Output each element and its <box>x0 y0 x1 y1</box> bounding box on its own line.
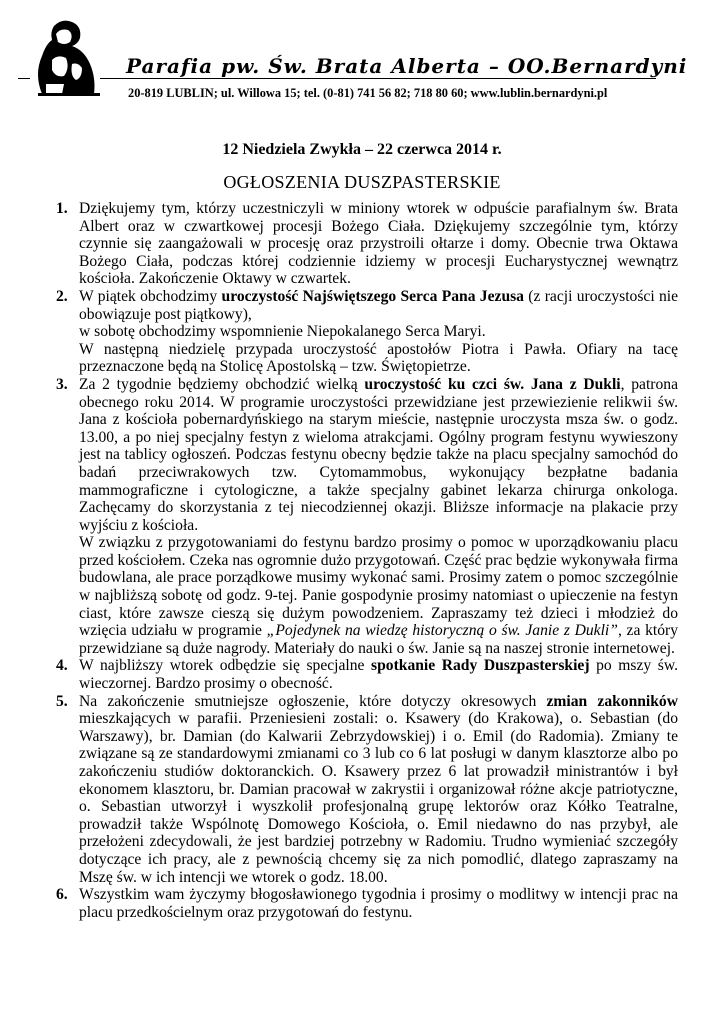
item-number: 6. <box>56 886 68 904</box>
header-rule-left <box>18 78 30 79</box>
highlight-text: uroczystość Najświętszego Serca Pana Jezusa <box>221 287 524 305</box>
announcement-item <box>48 288 678 376</box>
text-segment: Za 2 tygodnie będziemy obchodzić wielką <box>79 375 365 393</box>
item-paragraph: w sobotę obchodzimy wspomnienie Niepokalanego Serca Maryi. <box>79 323 486 341</box>
text-segment: (z racji uroczystości nie obowiązuje post piątkowy), <box>79 287 678 323</box>
document-title: OGŁOSZENIA DUSZPASTERSKIE <box>223 172 501 192</box>
text-segment: Na zakończenie smutniejsze ogłoszenie, które dotyczy okresowych <box>79 692 547 710</box>
parish-address: 20-819 LUBLIN; ul. Willowa 15; tel. (0-81) 741 56 82; 718 80 60; www.lublin.bernardyni.pl <box>128 86 608 100</box>
text-segment: W piątek obchodzimy <box>79 287 222 305</box>
text-segment: , za który przewidziane są duże nagrody. Materiały do nauki o św. Janie są na naszej stronie internetowej. <box>79 622 679 657</box>
item-number: 5. <box>56 692 68 710</box>
letterhead <box>0 14 724 104</box>
item-paragraph <box>79 693 678 887</box>
highlight-text: spotkanie Rady Duszpasterskiej <box>371 657 590 675</box>
highlight-text: zmian zakonników <box>546 692 678 710</box>
item-paragraph <box>79 376 678 534</box>
item-paragraph: W następną niedzielę przypada uroczystość apostołów Piotra i Pawła. Ofiary na tacę przeznaczone będą na Stolicę Apostolską – tzw. Świętopietrze. <box>79 340 678 376</box>
highlight-text: uroczystość ku czci św. Jana z Dukli <box>364 375 621 393</box>
item-text: Wszystkim wam życzymy błogosławionego tygodnia i prosimy o modlitwy w intencji prac na placu przedkościelnym oraz przygotowań do festynu. <box>79 886 678 921</box>
item-number: 3. <box>56 375 68 393</box>
item-paragraph <box>79 534 678 657</box>
header-rule <box>100 78 656 79</box>
text-segment: mieszkających w parafii. Przeniesieni zostali: o. Ksawery (do Krakowa), o. Sebastian (do Warszawy), br. Damian (do Kalwarii Zebrzydowskiej) i o. Emil (do Radomia). Zmiany te związane są ze standardowymi zmianami co 3 lub co 6 lat posługi w danym klasztorze albo po zakończeniu studiów doktoranckich. O. Ksawery przez 6 lat prowadził ministrantów i był ekonomem klasztoru, br. Damian pracował w zakrystii i organizował różne akcje patriotyczne, o. Sebastian utworzył i wyszkolił profesjonalną grupę lektorów oraz Kółko Teatralne, prowadził także Wspólnotę Domowego Kościoła, o. Emil niedawno do nas przybył, ale przełożeni zdecydowali, że jest bardziej potrzebny w Radomiu. Trudno wymieniać szczegóły dotyczące ich pracy, ale z pewnością chcemy się za nich pomodlić, dlatego zapraszamy na Mszę św. w ich intencji we wtorek o godz. 18.00. <box>79 710 678 886</box>
text-segment: po mszy św. wieczornej. Bardzo prosimy o obecność. <box>79 657 679 693</box>
item-paragraph <box>79 288 678 323</box>
announcement-item <box>48 200 678 288</box>
announcement-item <box>48 376 678 658</box>
item-paragraph <box>79 657 678 692</box>
saint-albert-logo <box>12 14 112 104</box>
text-segment: , patrona obecnego roku 2014. W programie uroczystości przewidziane jest przewiezienie relikwii św. Jana z kościoła pobernardyńskiego na starym mieście, następnie uroczysta msza św. o godz. 13.00, a po niej specjalny festyn z wieloma atrakcjami. Ogólny program festynu wywieszony jest na tablicy ogłoszeń. Podczas festynu obecny będzie także na placu specjalny samochód do badań przeciwrakowych tzw. Cytomammobus, wykonujący bezpłatne badania mammograficzne i cytologiczne, a także specjalny gabinet lekarza chirurga onkologa. Zachęcamy do skorzystania z tej niecodziennej okazji. Bliższe informacje na plakacie przy wyjściu z kościoła. <box>79 375 679 534</box>
text-segment: W związku z przygotowaniami do festynu bardzo prosimy o pomoc w uporządkowaniu placu przed kościołem. Czeka nas ogromnie dużo przygotowań. Część prac będzie wykonywała firma budowlana, ale prace porządkowe musimy wykonać sami. Prosimy zatem o pomoc szczególnie w najbliższą sobotę od godz. 9-tej. Panie gospodynie prosimy natomiast o upieczenie na festyn ciast, które zawsze cieszą się dużym powodzeniem. Zapraszamy też dzieci i młodzież do wzięcia udziału w programie <box>79 534 678 640</box>
announcements-list <box>48 200 678 921</box>
item-number: 1. <box>56 200 68 217</box>
announcement-item <box>48 657 678 692</box>
item-number: 4. <box>56 657 68 675</box>
item-number: 2. <box>56 287 68 305</box>
item-text: Dziękujemy tym, którzy uczestniczyli w miniony wtorek w odpuście parafialnym św. Brata Albert oraz w czwartkowej procesji Bożego Ciała. Dziękujemy szczególnie tym, którzy czynnie się zaangażowali w procesję oraz przystroili ołtarze i domy. Obecnie trwa Oktawa Bożego Ciała, podczas której codziennie idziemy w procesji Eucharystycznej wewnątrz kościoła. Zakończenie Oktawy w czwartek. <box>79 200 678 288</box>
date-line: 12 Niedziela Zwykła – 22 czerwca 2014 r. <box>222 141 502 158</box>
parish-name: Parafia pw. Św. Brata Alberta – OO.Bernardyni <box>126 54 688 78</box>
announcement-item <box>48 693 678 887</box>
announcement-item <box>48 886 678 921</box>
italic-text: „Pojedynek na wiedzę historyczną o św. Janie z Dukli” <box>266 622 618 640</box>
text-segment: W najbliższy wtorek odbędzie się specjalne <box>79 657 372 675</box>
